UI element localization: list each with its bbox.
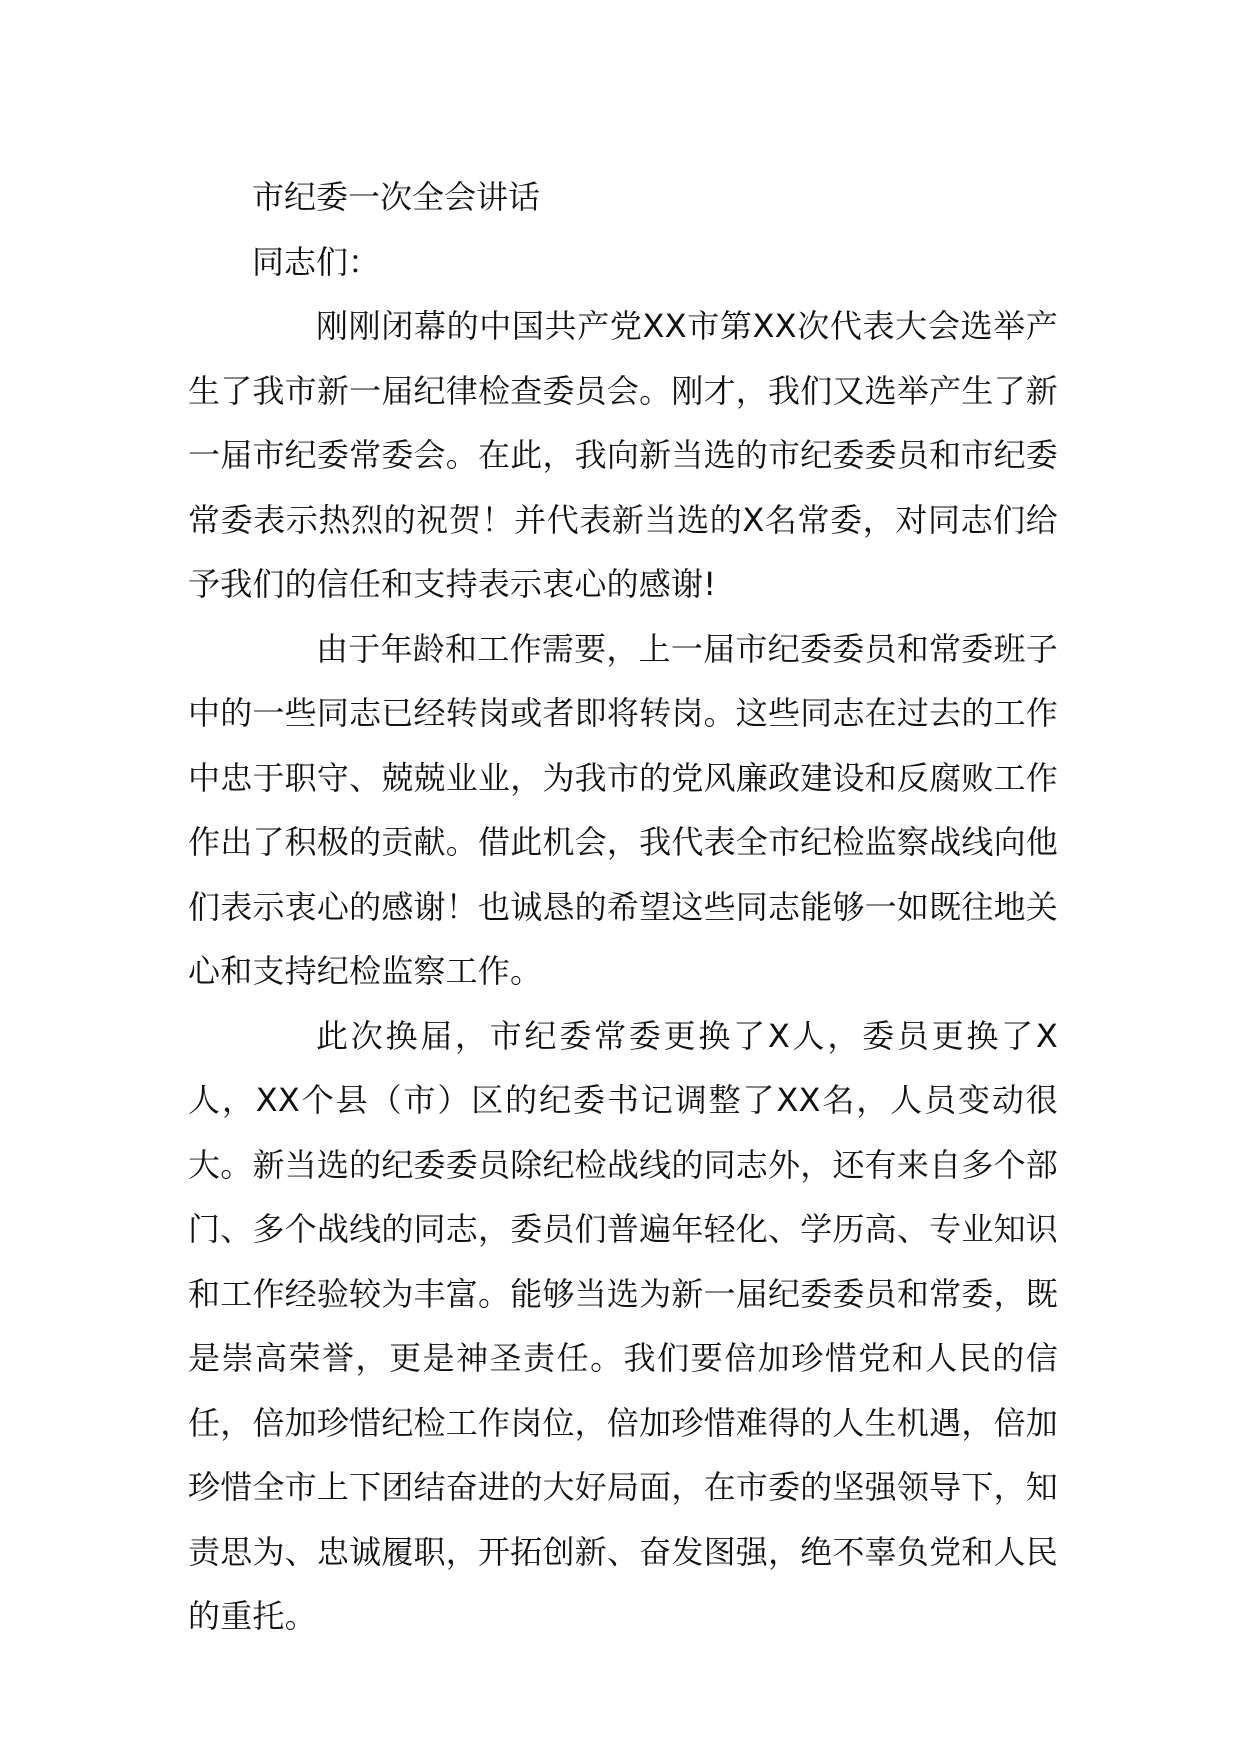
document-body bbox=[188, 165, 1058, 1649]
salutation: 同志们： bbox=[252, 242, 381, 281]
paragraph-3: 此次换届，市纪委常委更换了X人，委员更换了X人，XX个县（市）区的纪委书记调整了XX名，人员变动很大。新当选的纪委委员除纪检战线的同志外，还有来自多个部门、多个战线的同志，委员们普遍年轻化、学历高、专业知识和工作经验较为丰富。能够当选为新一届纪委委员和常委，既是崇高荣誉，更是神圣责任。我们要倍加珍惜党和人民的信任，倍加珍惜纪检工作岗位，倍加珍惜难得的人生机遇，倍加珍惜全市上下团结奋进的大好局面，在市委的坚强领导下，知责思为、忠诚履职，开拓创新、奋发图强，绝不辜负党和人民的重托。 bbox=[188, 1016, 1058, 1635]
paragraph-1: 刚刚闭幕的中国共产党XX市第XX次代表大会选举产生了我市新一届纪律检查委员会。刚才，我们又选举产生了新一届市纪委常委会。在此，我向新当选的市纪委委员和市纪委常委表示热烈的祝贺！并代表新当选的X名常委，对同志们给予我们的信任和支持表示衷心的感谢! bbox=[188, 307, 1058, 603]
document-title: 市纪委一次全会讲话 bbox=[252, 178, 541, 216]
paragraph-2: 由于年龄和工作需要，上一届市纪委委员和常委班子中的一些同志已经转岗或者即将转岗。这些同志在过去的工作中忠于职守、兢兢业业，为我市的党风廉政建设和反腐败工作作出了积极的贡献。借此机会，我代表全市纪检监察战线向他们表示衷心的感谢！也诚恳的希望这些同志能够一如既往地关心和支持纪检监察工作。 bbox=[188, 629, 1058, 990]
